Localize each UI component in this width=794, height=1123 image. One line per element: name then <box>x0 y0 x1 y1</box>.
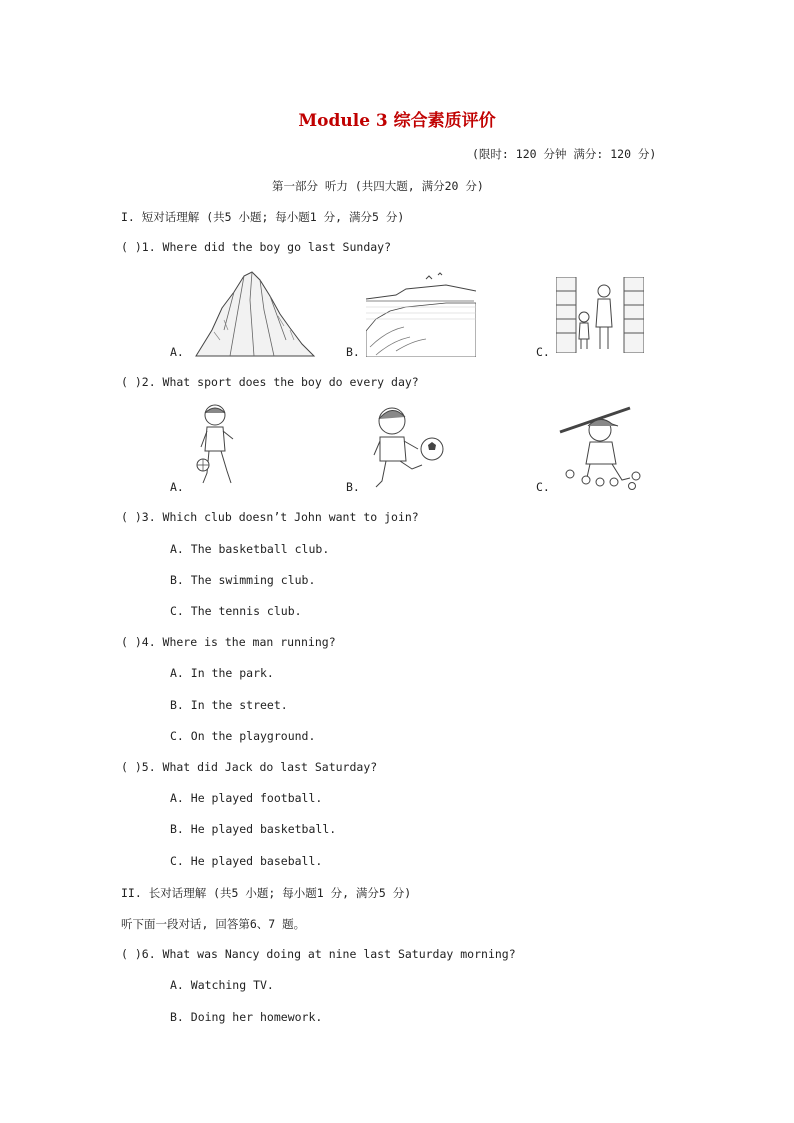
q1-text: ( )1. Where did the boy go last Sunday? <box>121 240 392 254</box>
page-title: Module 3 综合素质评价 <box>298 111 496 131</box>
baseball-boy-icon <box>556 402 648 490</box>
section2-heading: II. 长对话理解 (共5 小题; 每小题1 分, 满分5 分) <box>121 886 412 900</box>
q1-label-b: B. <box>346 345 360 359</box>
q2-label-c: C. <box>536 480 550 494</box>
q5-option-b: B. He played basketball. <box>170 822 337 836</box>
q2-label-b: B. <box>346 480 360 494</box>
section2-instruction: 听下面一段对话, 回答第6、7 题。 <box>121 917 306 931</box>
q6-option-b: B. Doing her homework. <box>170 1010 323 1024</box>
q4-option-b: B. In the street. <box>170 698 288 712</box>
basketball-boy-icon <box>193 403 241 489</box>
q1-label-a: A. <box>170 345 184 359</box>
section1-heading: I. 短对话理解 (共5 小题; 每小题1 分, 满分5 分) <box>121 210 405 224</box>
q4-option-a: A. In the park. <box>170 666 274 680</box>
q3-option-a: A. The basketball club. <box>170 542 330 556</box>
q5-option-a: A. He played football. <box>170 791 323 805</box>
q2-text: ( )2. What sport does the boy do every day? <box>121 375 419 389</box>
q5-option-c: C. He played baseball. <box>170 854 323 868</box>
q2-label-a: A. <box>170 480 184 494</box>
q3-text: ( )3. Which club doesn’t John want to join? <box>121 510 419 524</box>
q3-option-b: B. The swimming club. <box>170 573 316 587</box>
time-limit: (限时: 120 分钟 满分: 120 分) <box>472 147 657 161</box>
q6-text: ( )6. What was Nancy doing at nine last Saturday morning? <box>121 947 516 961</box>
q1-label-c: C. <box>536 345 550 359</box>
part1-header: 第一部分 听力 (共四大题, 满分20 分) <box>272 179 484 193</box>
supermarket-icon <box>556 277 644 353</box>
q5-text: ( )5. What did Jack do last Saturday? <box>121 760 378 774</box>
mountain-icon <box>194 270 316 358</box>
q4-option-c: C. On the playground. <box>170 729 316 743</box>
q4-text: ( )4. Where is the man running? <box>121 635 336 649</box>
beach-icon <box>366 271 476 357</box>
q3-option-c: C. The tennis club. <box>170 604 302 618</box>
q6-option-a: A. Watching TV. <box>170 978 274 992</box>
football-boy-icon <box>372 405 446 491</box>
